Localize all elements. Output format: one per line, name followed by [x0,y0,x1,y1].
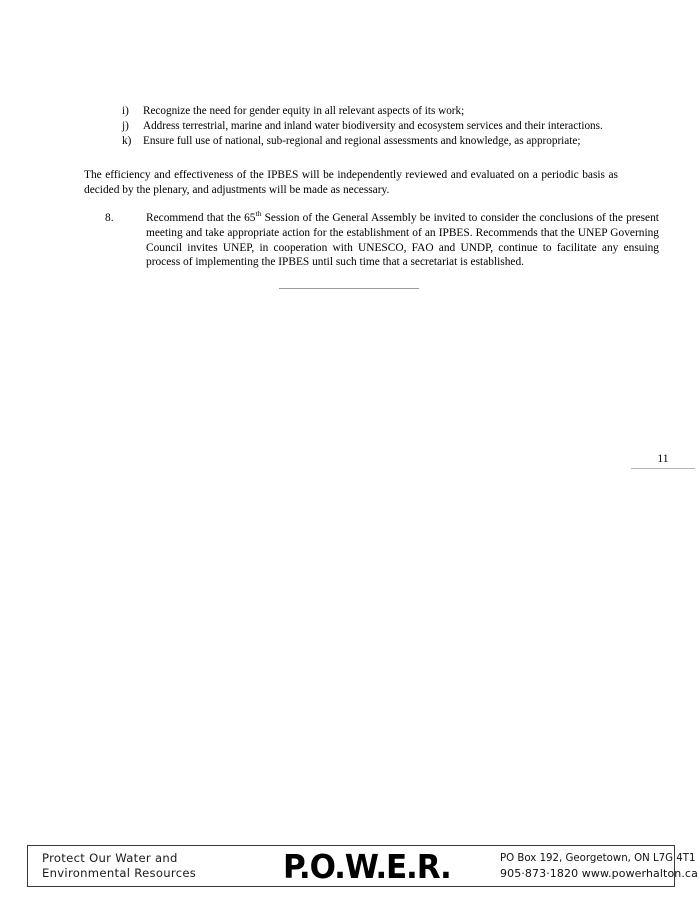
ordinal-superscript: th [255,209,262,219]
footer-address: PO Box 192, Georgetown, ON L7G 4T1 [500,853,696,864]
list-item-text: Recognize the need for gender equity in all relevant aspects of its work; [143,105,465,117]
list-item-text: Ensure full use of national, sub-regional and regional assessments and knowledge, as appropriate; [143,134,581,147]
page-number-block [631,452,695,469]
body-paragraph: The efficiency and effectiveness of the IPBES will be independently reviewed and evaluated on a periodic basis as decided by the plenary, and adjustments will be made as necessary. [84,168,618,196]
footer-tagline-line-2: Environmental Resources [42,866,197,880]
page-number: 11 [657,452,669,465]
page-number-rule [631,468,695,469]
numbered-item-text-after: Session of the General Assembly be invited to consider the conclusions of the present meeting and take appropriate action for the establishment of an IPBES. Recommends that the UNEP Governing Council invites UNEP, in cooperation with UNESCO, FAO and UNDP, continue to facilitate any ensuing process of implementing the IPBES until such time that a secretariat is established. [146,212,659,269]
footer-tagline-line-1: Protect Our Water and [42,851,178,865]
numbered-list-item [105,211,659,269]
list-item [84,119,618,133]
list-item-marker: i) [122,105,129,117]
numbered-list [84,209,659,269]
footer-contact-block [500,851,698,881]
footer-inner [28,846,698,886]
list-item [84,134,618,148]
footer-banner [27,845,698,887]
section-divider [279,288,419,289]
list-item [84,104,618,118]
vertical-spacer [84,149,618,168]
list-item-text: Address terrestrial, marine and inland water biodiversity and ecosystem services and their interactions. [143,119,603,132]
list-item-marker: j) [122,119,129,132]
numbered-item-text-before: Recommend that the 65 [146,212,256,225]
page-content [84,104,659,270]
vertical-spacer [84,197,618,211]
footer-tagline [42,851,196,881]
list-item-marker: k) [122,134,132,147]
sub-list [84,104,618,148]
numbered-list-marker: 8. [105,212,114,225]
footer-phone-website: 905·873·1820 www.powerhalton.ca [500,867,698,880]
power-logo: P.O.W.E.R. [283,847,451,886]
